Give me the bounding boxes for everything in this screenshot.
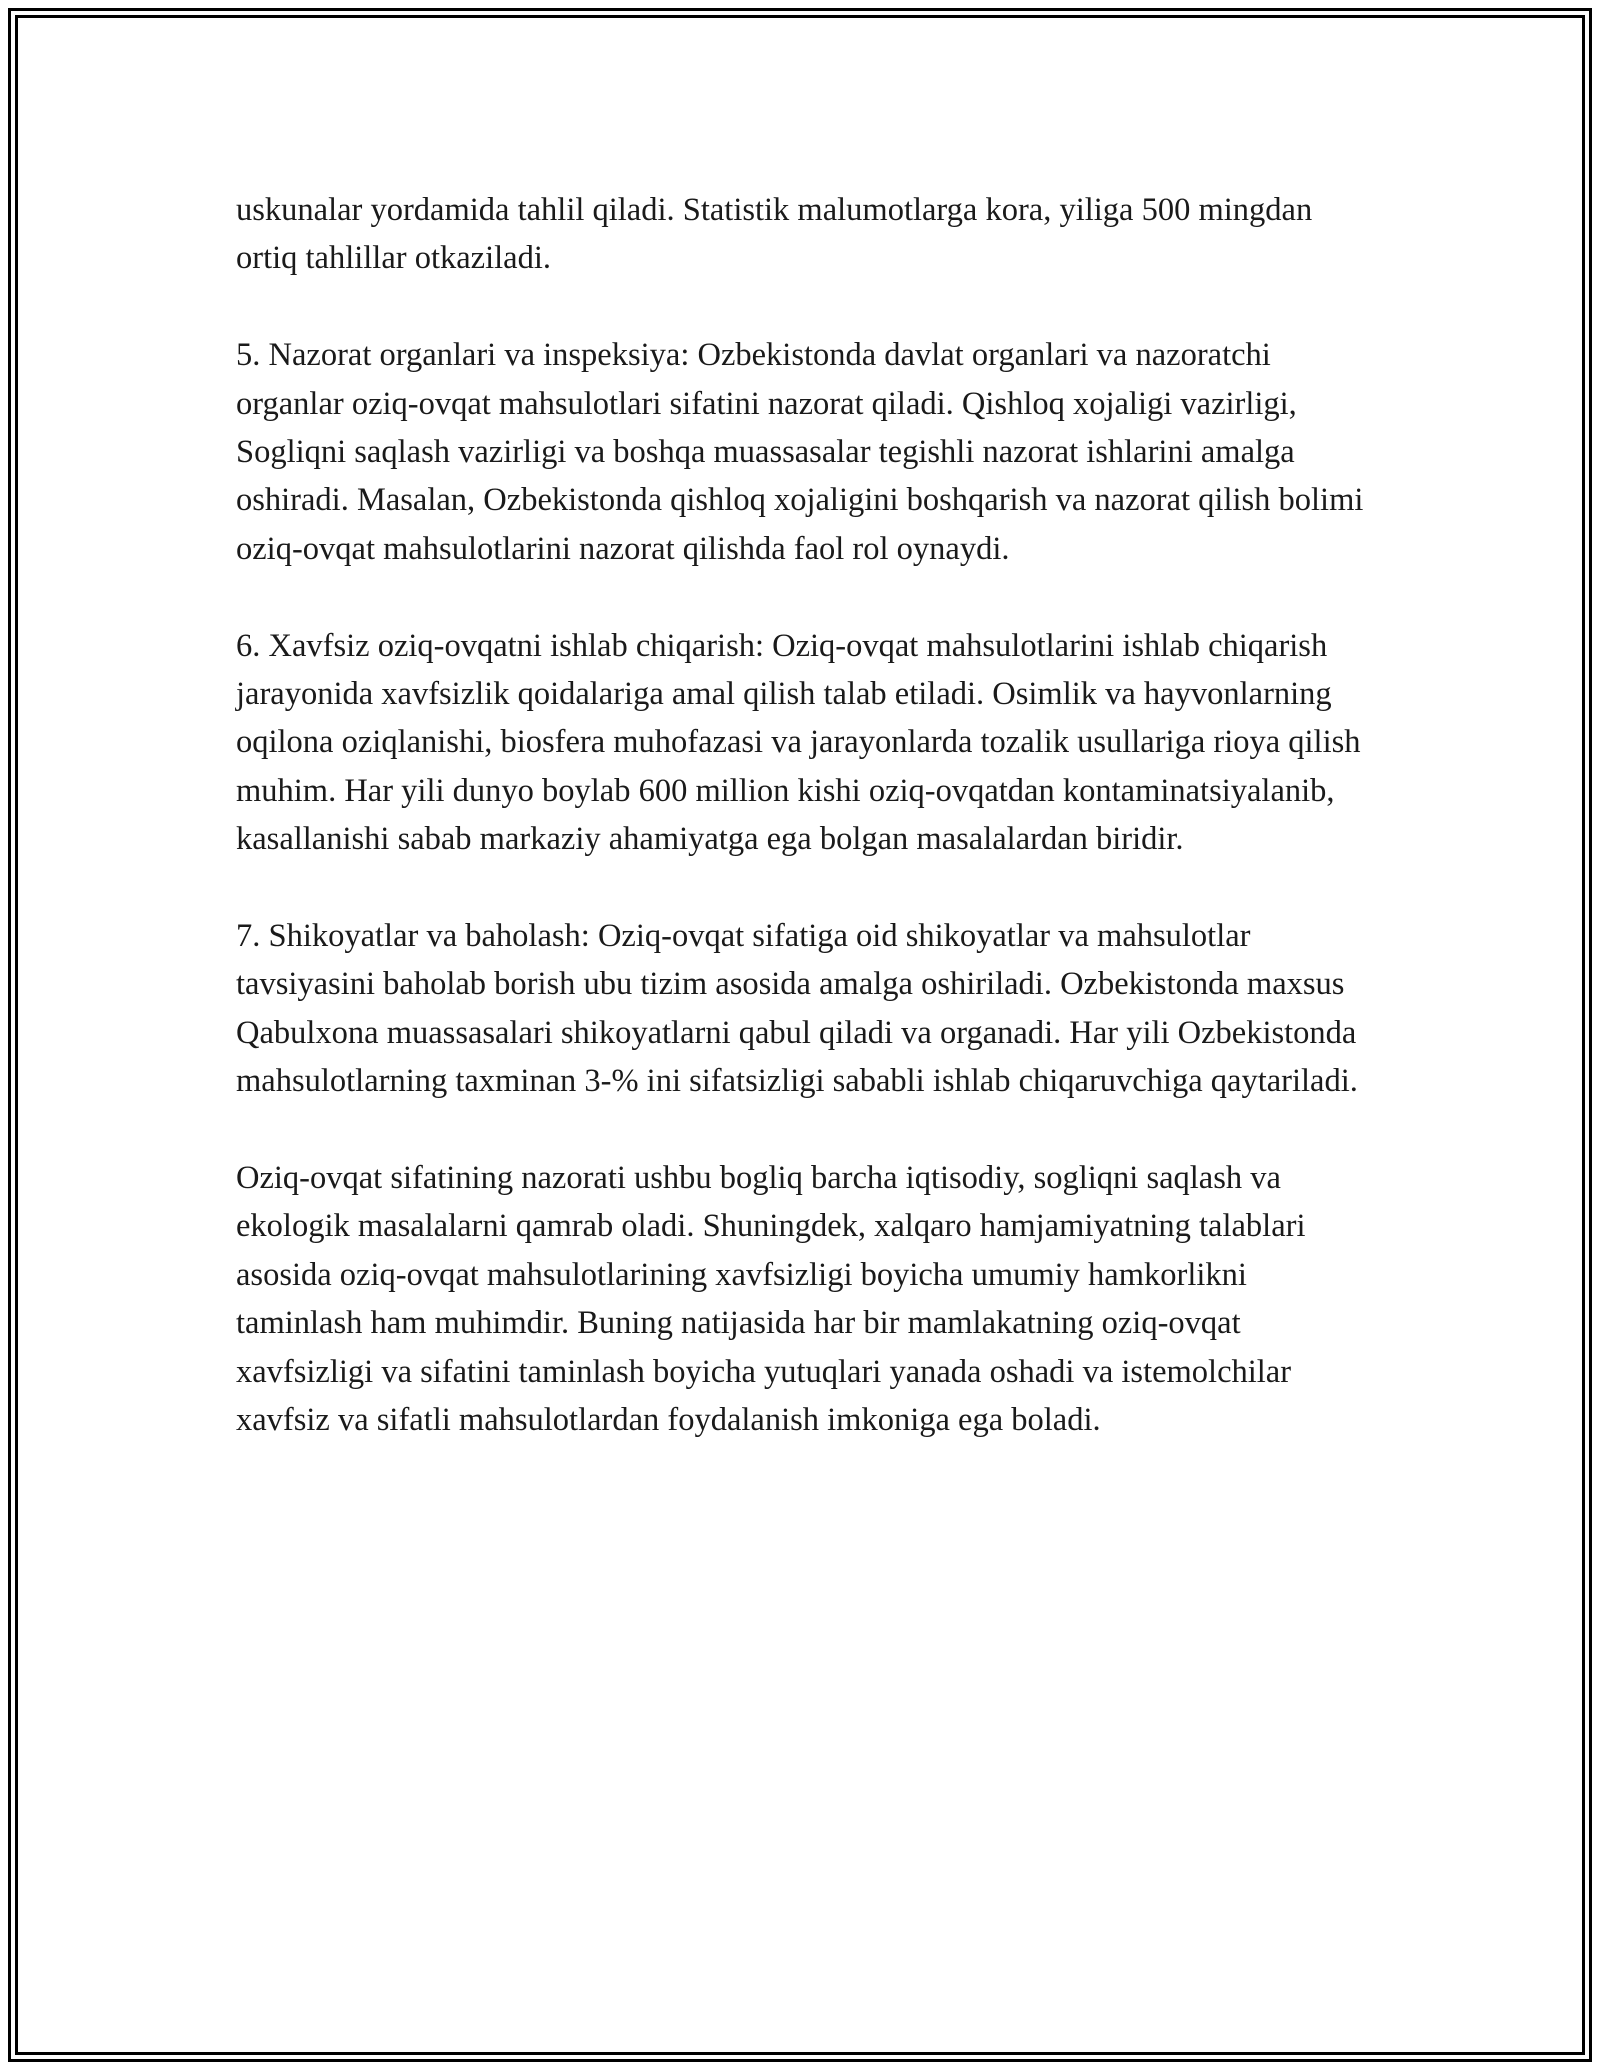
paragraph-continuation: uskunalar yordamida tahlil qiladi. Statistik malumotlarga kora, yiliga 500 mingdan ortiq tahlillar otkaziladi. <box>236 192 1313 277</box>
paragraph-conclusion: Oziq-ovqat sifatining nazorati ushbu bogliq barcha iqtisodiy, sogliqni saqlash va ekologik masalalarni qamrab oladi. Shuningdek, xalqaro hamjamiyatning talablari asosida oziq-ovqat mahsulotlarining xavfsizligi boyicha umumiy hamkorlikni taminlash ham muhimdir. Buning natijasida har bir mamlakatning oziq-ovqat xavfsizligi va sifatini taminlash boyicha yutuqlari yanada oshadi va istemolchilar xavfsiz va sifatli mahsulotlardan foydalanish imkoniga ega boladi. <box>236 1160 1306 1439</box>
paragraph-section-6: 6. Xavfsiz oziq-ovqatni ishlab chiqarish: Oziq-ovqat mahsulotlarini ishlab chiqarish jarayonida xavfsizlik qoidalariga amal qilish talab etiladi. Osimlik va hayvonlarning oqilona oziqlanishi, biosfera muhofazasi va jarayonlarda tozalik usullariga rioya qilish muhim. Har yili dunyo boylab 600 million kishi oziq-ovqatdan kontaminatsiyalanib, kasallanishi sabab markaziy ahamiyatga ega bolgan masalalardan biridir. <box>236 627 1361 858</box>
paragraph-section-7: 7. Shikoyatlar va baholash: Oziq-ovqat sifatiga oid shikoyatlar va mahsulotlar tavsiyasini baholab borish ubu tizim asosida amalga oshiriladi. Ozbekistonda maxsus Qabulxona muassasalari shikoyatlarni qabul qiladi va organadi. Har yili Ozbekistonda mahsulotlarning taxminan 3-% ini sifatsizligi sababli ishlab chiqaruvchiga qaytariladi. <box>236 918 1358 1100</box>
document-body <box>236 186 1366 1493</box>
paragraph-section-5: 5. Nazorat organlari va inspeksiya: Ozbekistonda davlat organlari va nazoratchi organlar oziq-ovqat mahsulotlari sifatini nazorat qiladi. Qishloq xojaligi vazirligi, Sogliqni saqlash vazirligi va boshqa muassasalar tegishli nazorat ishlarini amalga oshiradi. Masalan, Ozbekistonda qishloq xojaligini boshqarish va nazorat qilish bolimi oziq-ovqat mahsulotlarini nazorat qilishda faol rol oynaydi. <box>236 337 1364 567</box>
